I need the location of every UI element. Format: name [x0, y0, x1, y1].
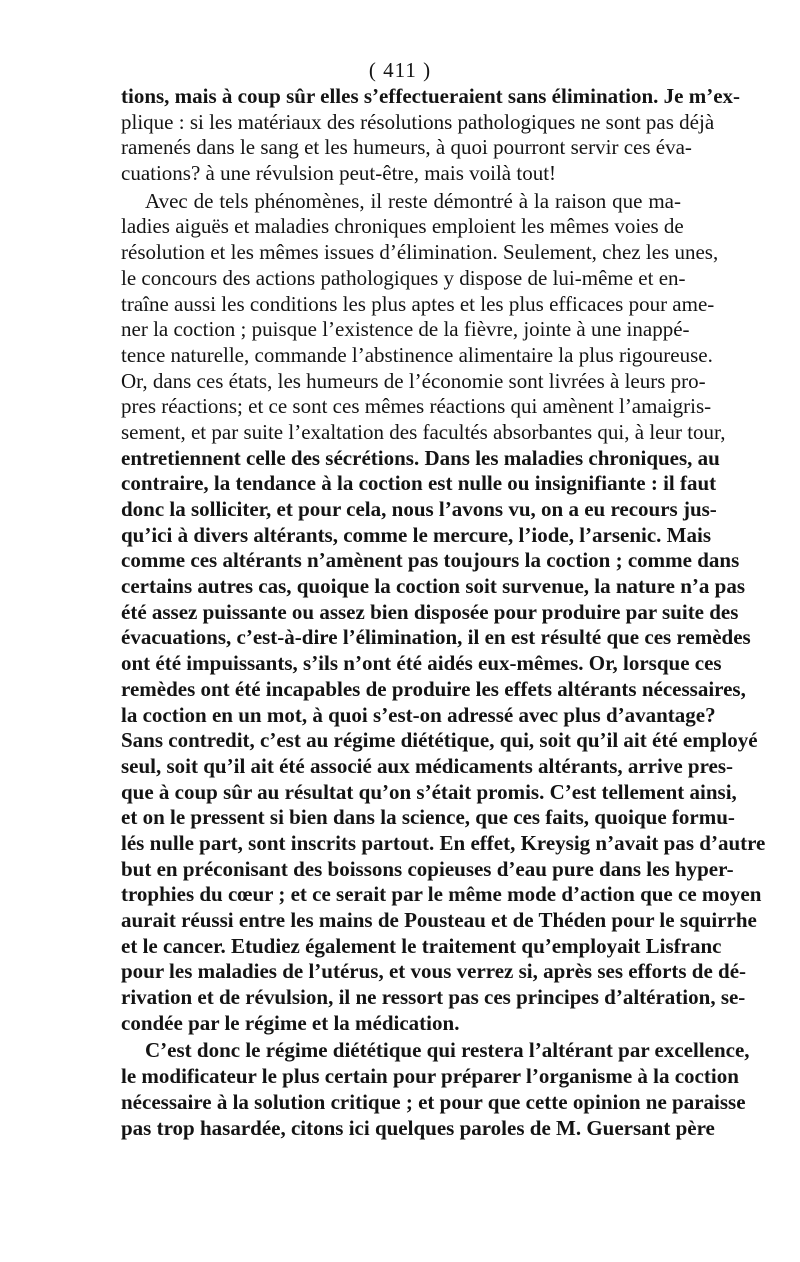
text-line: but en préconisant des boissons copieuses d’eau pure dans les hyper- — [121, 856, 734, 881]
paragraph — [121, 84, 741, 187]
text-line: ladies aiguës et maladies chroniques emploient les mêmes voies de — [121, 214, 684, 239]
text-line: été assez puissante ou assez bien disposée pour produire par suite des — [121, 599, 739, 624]
text-line: le concours des actions pathologiques y dispose de lui-même et en- — [121, 265, 686, 290]
text-line: pas trop hasardée, citons ici quelques paroles de M. Guersant père — [121, 1115, 715, 1140]
text-line: lés nulle part, sont inscrits partout. En effet, Kreysig n’avait pas d’autre — [121, 830, 766, 855]
text-line: comme ces altérants n’amènent pas toujours la coction ; comme dans — [121, 548, 740, 573]
text-line: Sans contredit, c’est au régime diététique, qui, soit qu’il ait été employé — [121, 728, 758, 753]
text-line: contraire, la tendance à la coction est nulle ou insignifiante : il faut — [121, 471, 717, 496]
text-line: nécessaire à la solution critique ; et pour que cette opinion ne paraisse — [121, 1089, 746, 1114]
paragraph — [121, 188, 766, 1037]
text-line: trophies du cœur ; et ce serait par le même mode d’action que ce moyen — [121, 882, 762, 907]
text-line: Or, dans ces états, les humeurs de l’économie sont livrées à leurs pro- — [121, 368, 706, 393]
text-line: tions, mais à coup sûr elles s’effectueraient sans élimination. Je m’ex- — [121, 84, 741, 108]
text-line: le modificateur le plus certain pour préparer l’organisme à la coction — [121, 1064, 739, 1089]
page-number: ( 411 ) — [368, 58, 432, 82]
text-line: remèdes ont été incapables de produire les effets altérants nécessaires, — [121, 676, 746, 701]
text-line: cuations? à une révulsion peut-être, mais voilà tout! — [121, 161, 557, 186]
text-line: et on le pressent si bien dans la science, que ces faits, quoique formu- — [121, 805, 735, 830]
text-line: ont été impuissants, s’ils n’ont été aidés eux-mêmes. Or, lorsque ces — [121, 651, 722, 676]
text-line: ramenés dans le sang et les humeurs, à quoi pourront servir ces éva- — [121, 135, 692, 160]
text-line: pour les maladies de l’utérus, et vous verrez si, après ses efforts de dé- — [121, 959, 747, 984]
text-line: pres réactions; et ce sont ces mêmes réactions qui amènent l’amaigris- — [121, 394, 712, 419]
text-line: rivation et de révulsion, il ne ressort pas ces principes d’altération, se- — [121, 985, 746, 1010]
text-line: aurait réussi entre les mains de Pousteau et de Théden pour le squirrhe — [121, 908, 757, 932]
text-line: que à coup sûr au résultat qu’on s’était promis. C’est tellement ainsi, — [121, 779, 737, 804]
text-line: sement, et par suite l’exaltation des facultés absorbantes qui, à leur tour, — [121, 419, 726, 444]
text-line: la coction en un mot, à quoi s’est-on adressé avec plus d’avantage? — [121, 702, 716, 727]
text-line: résolution et les mêmes issues d’élimination. Seulement, chez les unes, — [121, 240, 719, 265]
text-line: et le cancer. Etudiez également le traitement qu’employait Lisfranc — [121, 933, 722, 958]
text-line: certains autres cas, quoique la coction soit survenue, la nature n’a pas — [121, 574, 745, 599]
paragraph — [121, 1038, 750, 1141]
text-line: condée par le régime et la médication. — [121, 1010, 460, 1035]
text-line: tence naturelle, commande l’abstinence alimentaire la plus rigoureuse. — [121, 342, 713, 367]
text-line: plique : si les matériaux des résolutions pathologiques ne sont pas déjà — [121, 109, 715, 134]
text-line: évacuations, c’est-à-dire l’élimination, il en est résulté que ces remèdes — [121, 625, 751, 650]
text-line: Avec de tels phénomènes, il reste démontré à la raison que ma- — [145, 188, 681, 213]
text-line: seul, soit qu’il ait été associé aux médicaments altérants, arrive pres- — [121, 753, 734, 778]
text-line: ner la coction ; puisque l’existence de la fièvre, jointe à une inappé- — [121, 317, 690, 342]
text-line: traîne aussi les conditions les plus aptes et les plus efficaces pour ame- — [121, 291, 715, 316]
text-line: entretiennent celle des sécrétions. Dans les maladies chroniques, au — [121, 445, 720, 470]
text-line: qu’ici à divers altérants, comme le mercure, l’iode, l’arsenic. Mais — [121, 522, 711, 547]
body-text — [121, 84, 766, 1141]
text-line: C’est donc le régime diététique qui restera l’altérant par excellence, — [145, 1038, 750, 1063]
text-line: donc la solliciter, et pour cela, nous l’avons vu, on a eu recours jus- — [121, 497, 717, 521]
